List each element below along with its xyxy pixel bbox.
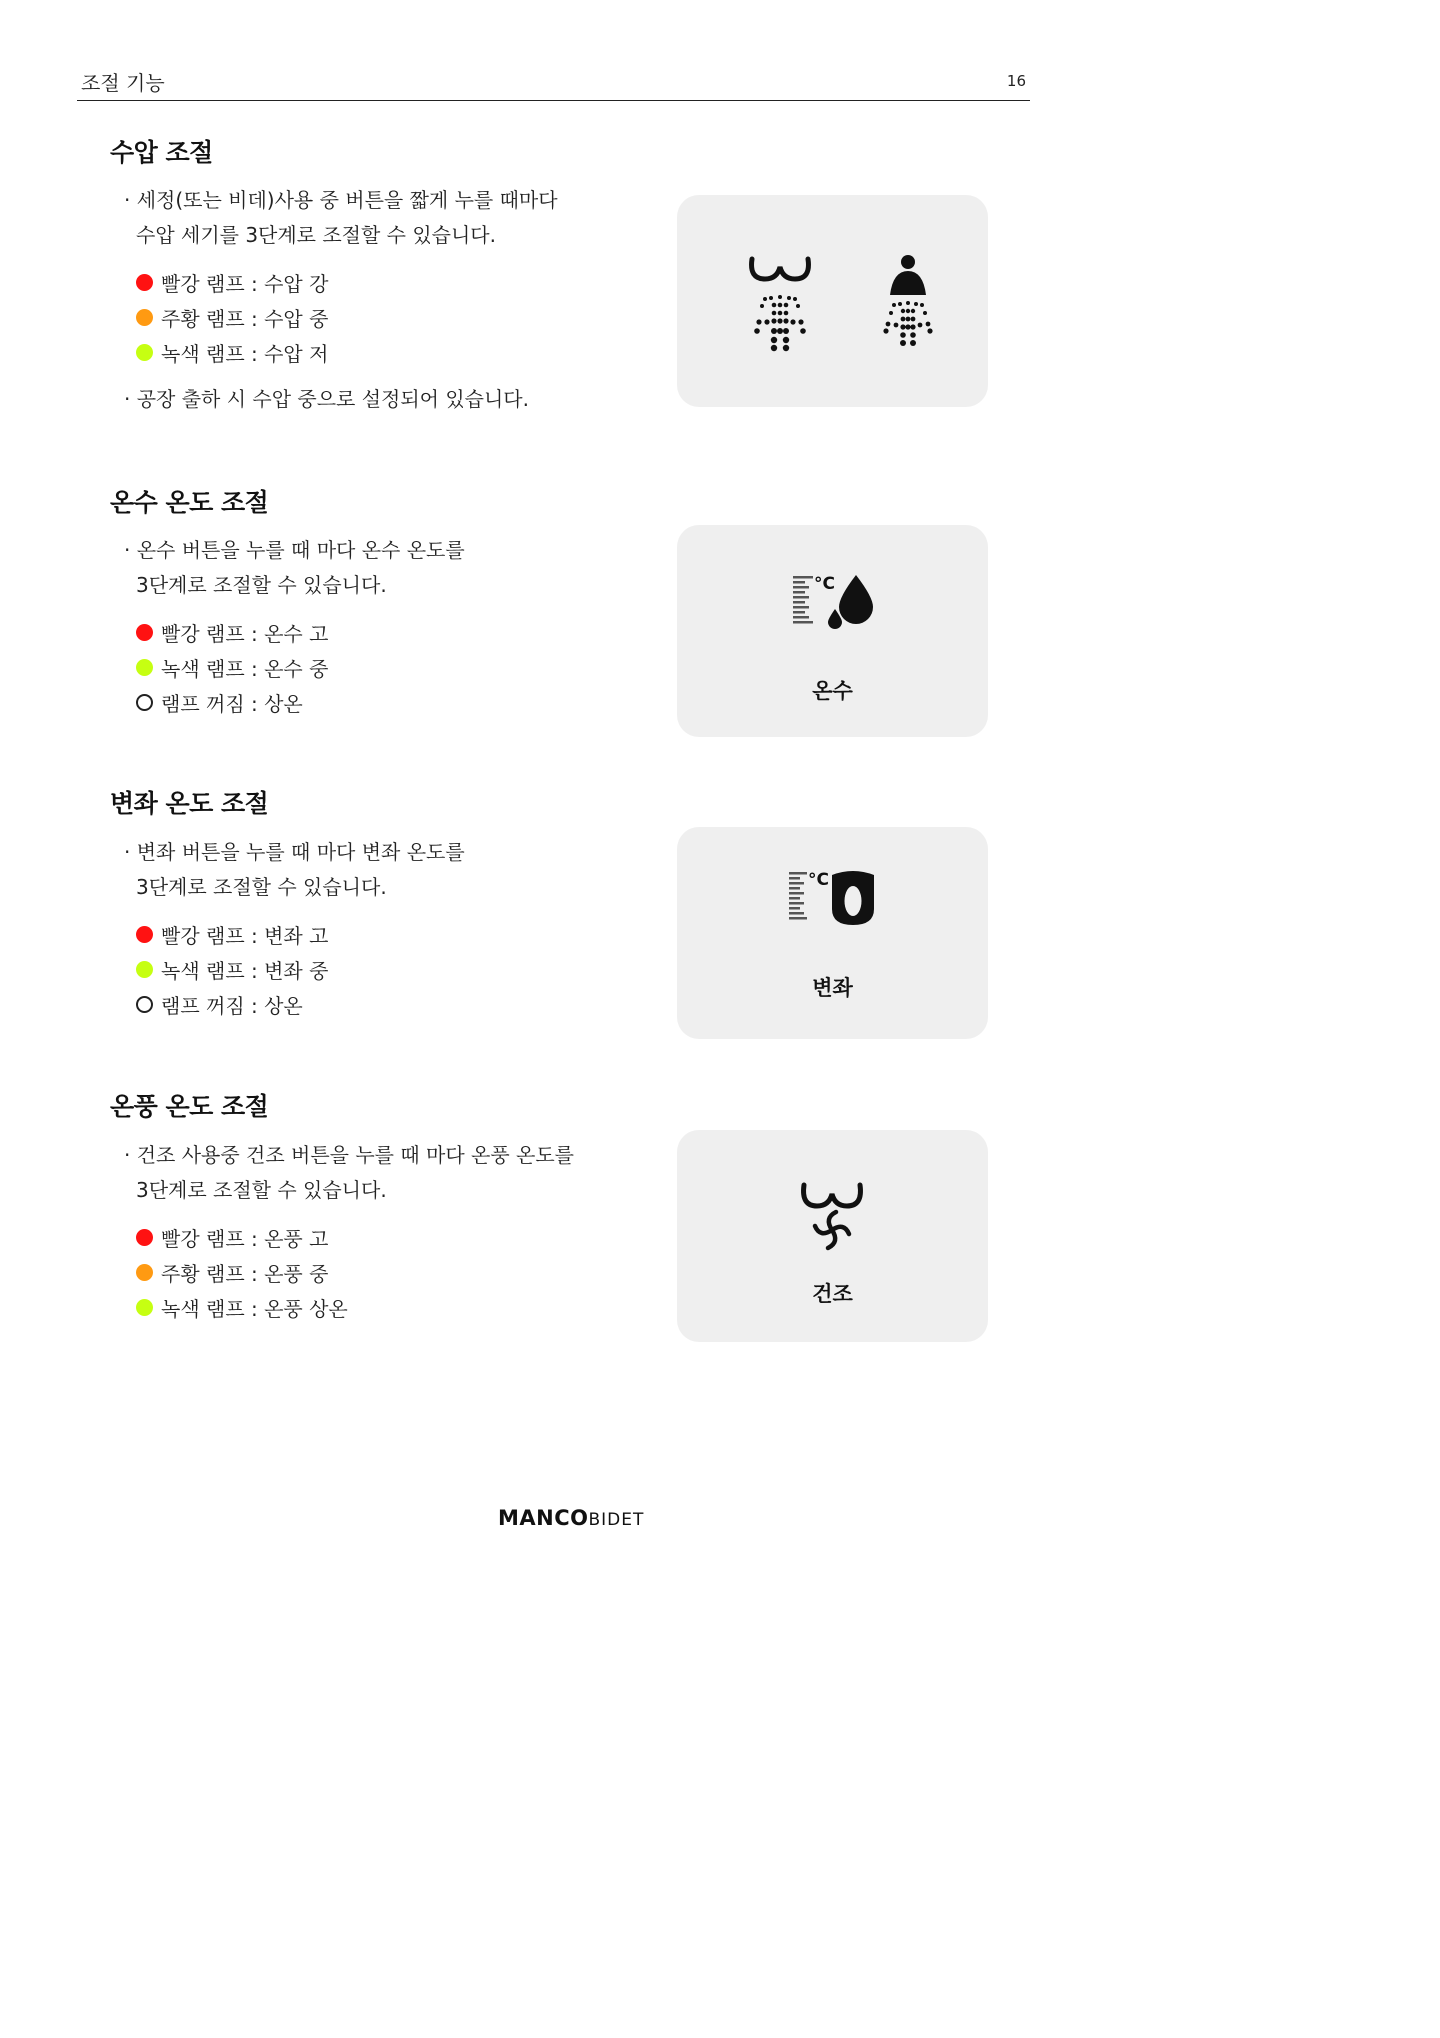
lamp-item bbox=[136, 650, 328, 685]
lamp-item bbox=[136, 265, 328, 300]
seat-temperature-card bbox=[677, 827, 988, 1039]
lamp-text: 빨강 램프 : 온수 고 bbox=[161, 622, 329, 646]
section-note: · 공장 출하 시 수압 중으로 설정되어 있습니다. bbox=[124, 387, 529, 411]
card-label: 변좌 bbox=[812, 976, 853, 1000]
section-title: 변좌 온도 조절 bbox=[110, 789, 269, 818]
lamp-off-icon bbox=[136, 996, 153, 1013]
red-lamp-icon bbox=[136, 1229, 153, 1246]
card-label: 온수 bbox=[812, 679, 853, 703]
section-description bbox=[124, 835, 465, 905]
section-water-pressure bbox=[110, 133, 1030, 411]
card-label: 건조 bbox=[812, 1282, 853, 1306]
svg-text:°C: °C bbox=[808, 870, 829, 890]
brand-main: MANCO bbox=[498, 1506, 589, 1530]
section-description bbox=[124, 183, 558, 253]
green-lamp-icon bbox=[136, 1299, 153, 1316]
red-lamp-icon bbox=[136, 274, 153, 291]
spray-icons bbox=[677, 195, 988, 407]
lamp-item bbox=[136, 1255, 348, 1290]
brand-sub: BIDET bbox=[588, 1510, 645, 1530]
dry-card bbox=[677, 1130, 988, 1342]
lamp-text: 램프 꺼짐 : 상온 bbox=[161, 994, 303, 1018]
lamp-text: 빨강 램프 : 수압 강 bbox=[161, 272, 329, 296]
description-line: 수압 세기를 3단계로 조절할 수 있습니다. bbox=[136, 223, 496, 247]
dry-fan-icon bbox=[677, 1130, 988, 1342]
pressure-icon-card bbox=[677, 195, 988, 407]
section-title: 온수 온도 조절 bbox=[110, 488, 269, 517]
water-temperature-icon bbox=[677, 525, 988, 737]
lamp-text: 녹색 램프 : 온풍 상온 bbox=[161, 1297, 348, 1321]
section-title: 온풍 온도 조절 bbox=[110, 1092, 269, 1121]
section-description bbox=[124, 533, 465, 603]
description-line: 3단계로 조절할 수 있습니다. bbox=[136, 1178, 387, 1202]
lamp-list bbox=[136, 615, 328, 720]
section-description bbox=[124, 1138, 574, 1208]
section-water-temperature bbox=[110, 483, 1030, 716]
red-lamp-icon bbox=[136, 624, 153, 641]
description-line: · 온수 버튼을 누를 때 마다 온수 온도를 bbox=[124, 538, 465, 562]
lamp-item bbox=[136, 1220, 348, 1255]
header-title: 조절 기능 bbox=[81, 71, 165, 95]
lamp-text: 램프 꺼짐 : 상온 bbox=[161, 692, 303, 716]
water-temperature-card bbox=[677, 525, 988, 737]
orange-lamp-icon bbox=[136, 309, 153, 326]
lamp-list bbox=[136, 917, 328, 1022]
lamp-text: 주황 램프 : 수압 중 bbox=[161, 307, 329, 331]
seat-temperature-icon bbox=[677, 827, 988, 1039]
green-lamp-icon bbox=[136, 344, 153, 361]
description-line: · 건조 사용중 건조 버튼을 누를 때 마다 온풍 온도를 bbox=[124, 1143, 574, 1167]
page-header bbox=[77, 60, 1030, 101]
section-seat-temperature bbox=[110, 784, 1030, 1018]
lamp-off-icon bbox=[136, 694, 153, 711]
lamp-text: 빨강 램프 : 변좌 고 bbox=[161, 924, 329, 948]
lamp-list bbox=[136, 1220, 348, 1325]
lamp-item bbox=[136, 1290, 348, 1325]
lamp-text: 녹색 램프 : 수압 저 bbox=[161, 342, 329, 366]
lamp-item bbox=[136, 917, 328, 952]
section-warm-air-temperature bbox=[110, 1087, 1030, 1321]
lamp-item bbox=[136, 615, 328, 650]
lamp-text: 빨강 램프 : 온풍 고 bbox=[161, 1227, 329, 1251]
lamp-text: 녹색 램프 : 온수 중 bbox=[161, 657, 329, 681]
svg-text:°C: °C bbox=[814, 574, 835, 594]
description-line: 3단계로 조절할 수 있습니다. bbox=[136, 875, 387, 899]
lamp-item bbox=[136, 987, 328, 1022]
brand-logo bbox=[498, 1506, 644, 1530]
bidet-spray-icon bbox=[883, 255, 932, 346]
green-lamp-icon bbox=[136, 659, 153, 676]
description-line: · 변좌 버튼을 누를 때 마다 변좌 온도를 bbox=[124, 840, 465, 864]
lamp-item bbox=[136, 335, 328, 370]
lamp-item bbox=[136, 952, 328, 987]
page-number: 16 bbox=[1006, 72, 1026, 90]
green-lamp-icon bbox=[136, 961, 153, 978]
section-title: 수압 조절 bbox=[110, 138, 213, 167]
red-lamp-icon bbox=[136, 926, 153, 943]
lamp-list bbox=[136, 265, 328, 370]
lamp-text: 녹색 램프 : 변좌 중 bbox=[161, 959, 329, 983]
lamp-item bbox=[136, 685, 328, 720]
orange-lamp-icon bbox=[136, 1264, 153, 1281]
wash-spray-icon bbox=[752, 259, 809, 351]
lamp-text: 주황 램프 : 온풍 중 bbox=[161, 1262, 329, 1286]
lamp-item bbox=[136, 300, 328, 335]
description-line: · 세정(또는 비데)사용 중 버튼을 짧게 누를 때마다 bbox=[124, 188, 558, 212]
description-line: 3단계로 조절할 수 있습니다. bbox=[136, 573, 387, 597]
